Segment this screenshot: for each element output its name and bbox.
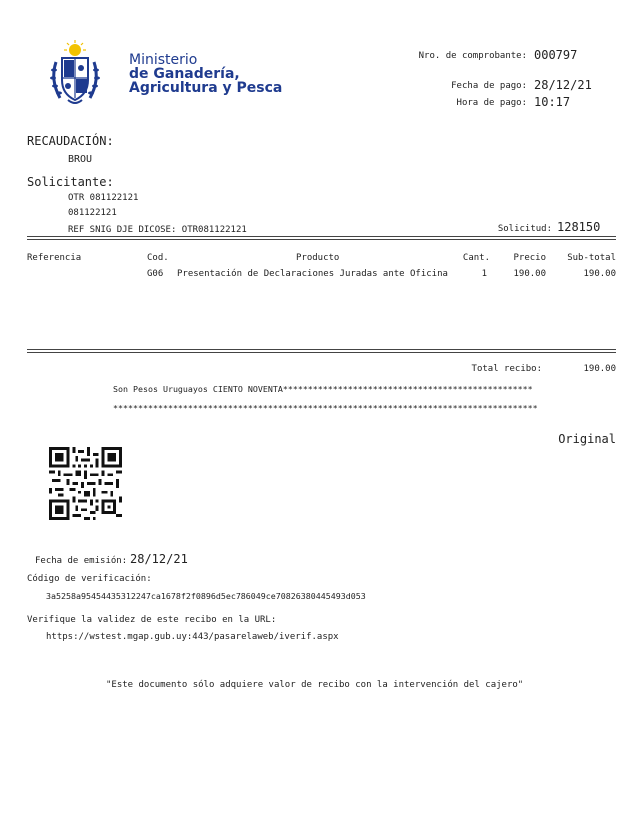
divider [27, 352, 616, 353]
solicitante-line1: OTR 081122121 [68, 193, 139, 203]
emision-label: Fecha de emisión: [35, 556, 128, 566]
copy-label: Original [558, 432, 616, 446]
ministry-name-line1: Ministerio [129, 52, 198, 68]
hora-pago-label: Hora de pago: [456, 98, 527, 108]
comprobante-value: 000797 [534, 48, 578, 62]
solicitud-value: 128150 [557, 220, 601, 234]
total-label: Total recibo: [471, 364, 542, 374]
ministry-name-line3: Agricultura y Pesca [129, 80, 283, 96]
comprobante-label: Nro. de comprobante: [418, 51, 527, 61]
recaudacion-value: BROU [68, 154, 93, 165]
table-row-producto: Presentación de Declaraciones Juradas ante Oficina [177, 269, 448, 279]
coat-of-arms-icon [46, 40, 104, 108]
solicitante-ref: REF SNIG DJE DICOSE: OTR081122121 [68, 225, 247, 235]
table-row-cant: 1 [481, 269, 487, 279]
solicitante-label: Solicitante: [27, 175, 114, 189]
fecha-pago-value: 28/12/21 [534, 78, 592, 92]
footer-note: "Este documento sólo adquiere valor de recibo con la intervención del cajero" [106, 680, 524, 690]
total-in-words-fill: ************************************************************************************* [113, 403, 538, 413]
col-header-producto: Producto [296, 253, 340, 263]
solicitud-label: Solicitud: [497, 224, 552, 234]
divider [27, 236, 616, 237]
emision-value: 28/12/21 [130, 552, 188, 566]
ministry-name-line2: de Ganadería, [129, 66, 240, 82]
col-header-cant: Cant. [462, 253, 490, 263]
col-header-precio: Precio [513, 253, 546, 263]
total-value: 190.00 [583, 364, 616, 374]
verificacion-label: Código de verificación: [27, 574, 152, 584]
col-header-subtotal: Sub-total [567, 253, 616, 263]
col-header-referencia: Referencia [27, 253, 82, 263]
recaudacion-label: RECAUDACIÓN: [27, 134, 114, 148]
fecha-pago-label: Fecha de pago: [451, 81, 527, 91]
col-header-cod: Cod. [147, 253, 169, 263]
divider [27, 349, 616, 350]
total-in-words: Son Pesos Uruguayos CIENTO NOVENTA************************************************** [113, 384, 533, 394]
table-row-subtotal: 190.00 [583, 269, 616, 279]
verificacion-code: 3a5258a95454435312247ca1678f2f0896d5ec786049ce70826380445493d053 [46, 591, 366, 601]
hora-pago-value: 10:17 [534, 95, 571, 109]
solicitante-line2: 081122121 [68, 208, 117, 218]
table-row-precio: 190.00 [513, 269, 546, 279]
url-label: Verifique la validez de este recibo en la URL: [27, 615, 277, 625]
divider [27, 239, 616, 240]
verify-url-link[interactable]: https://wstest.mgap.gub.uy:443/pasarelaweb/iverif.aspx [46, 632, 339, 642]
qr-code-icon [49, 447, 122, 520]
table-row-cod: G06 [147, 269, 164, 279]
